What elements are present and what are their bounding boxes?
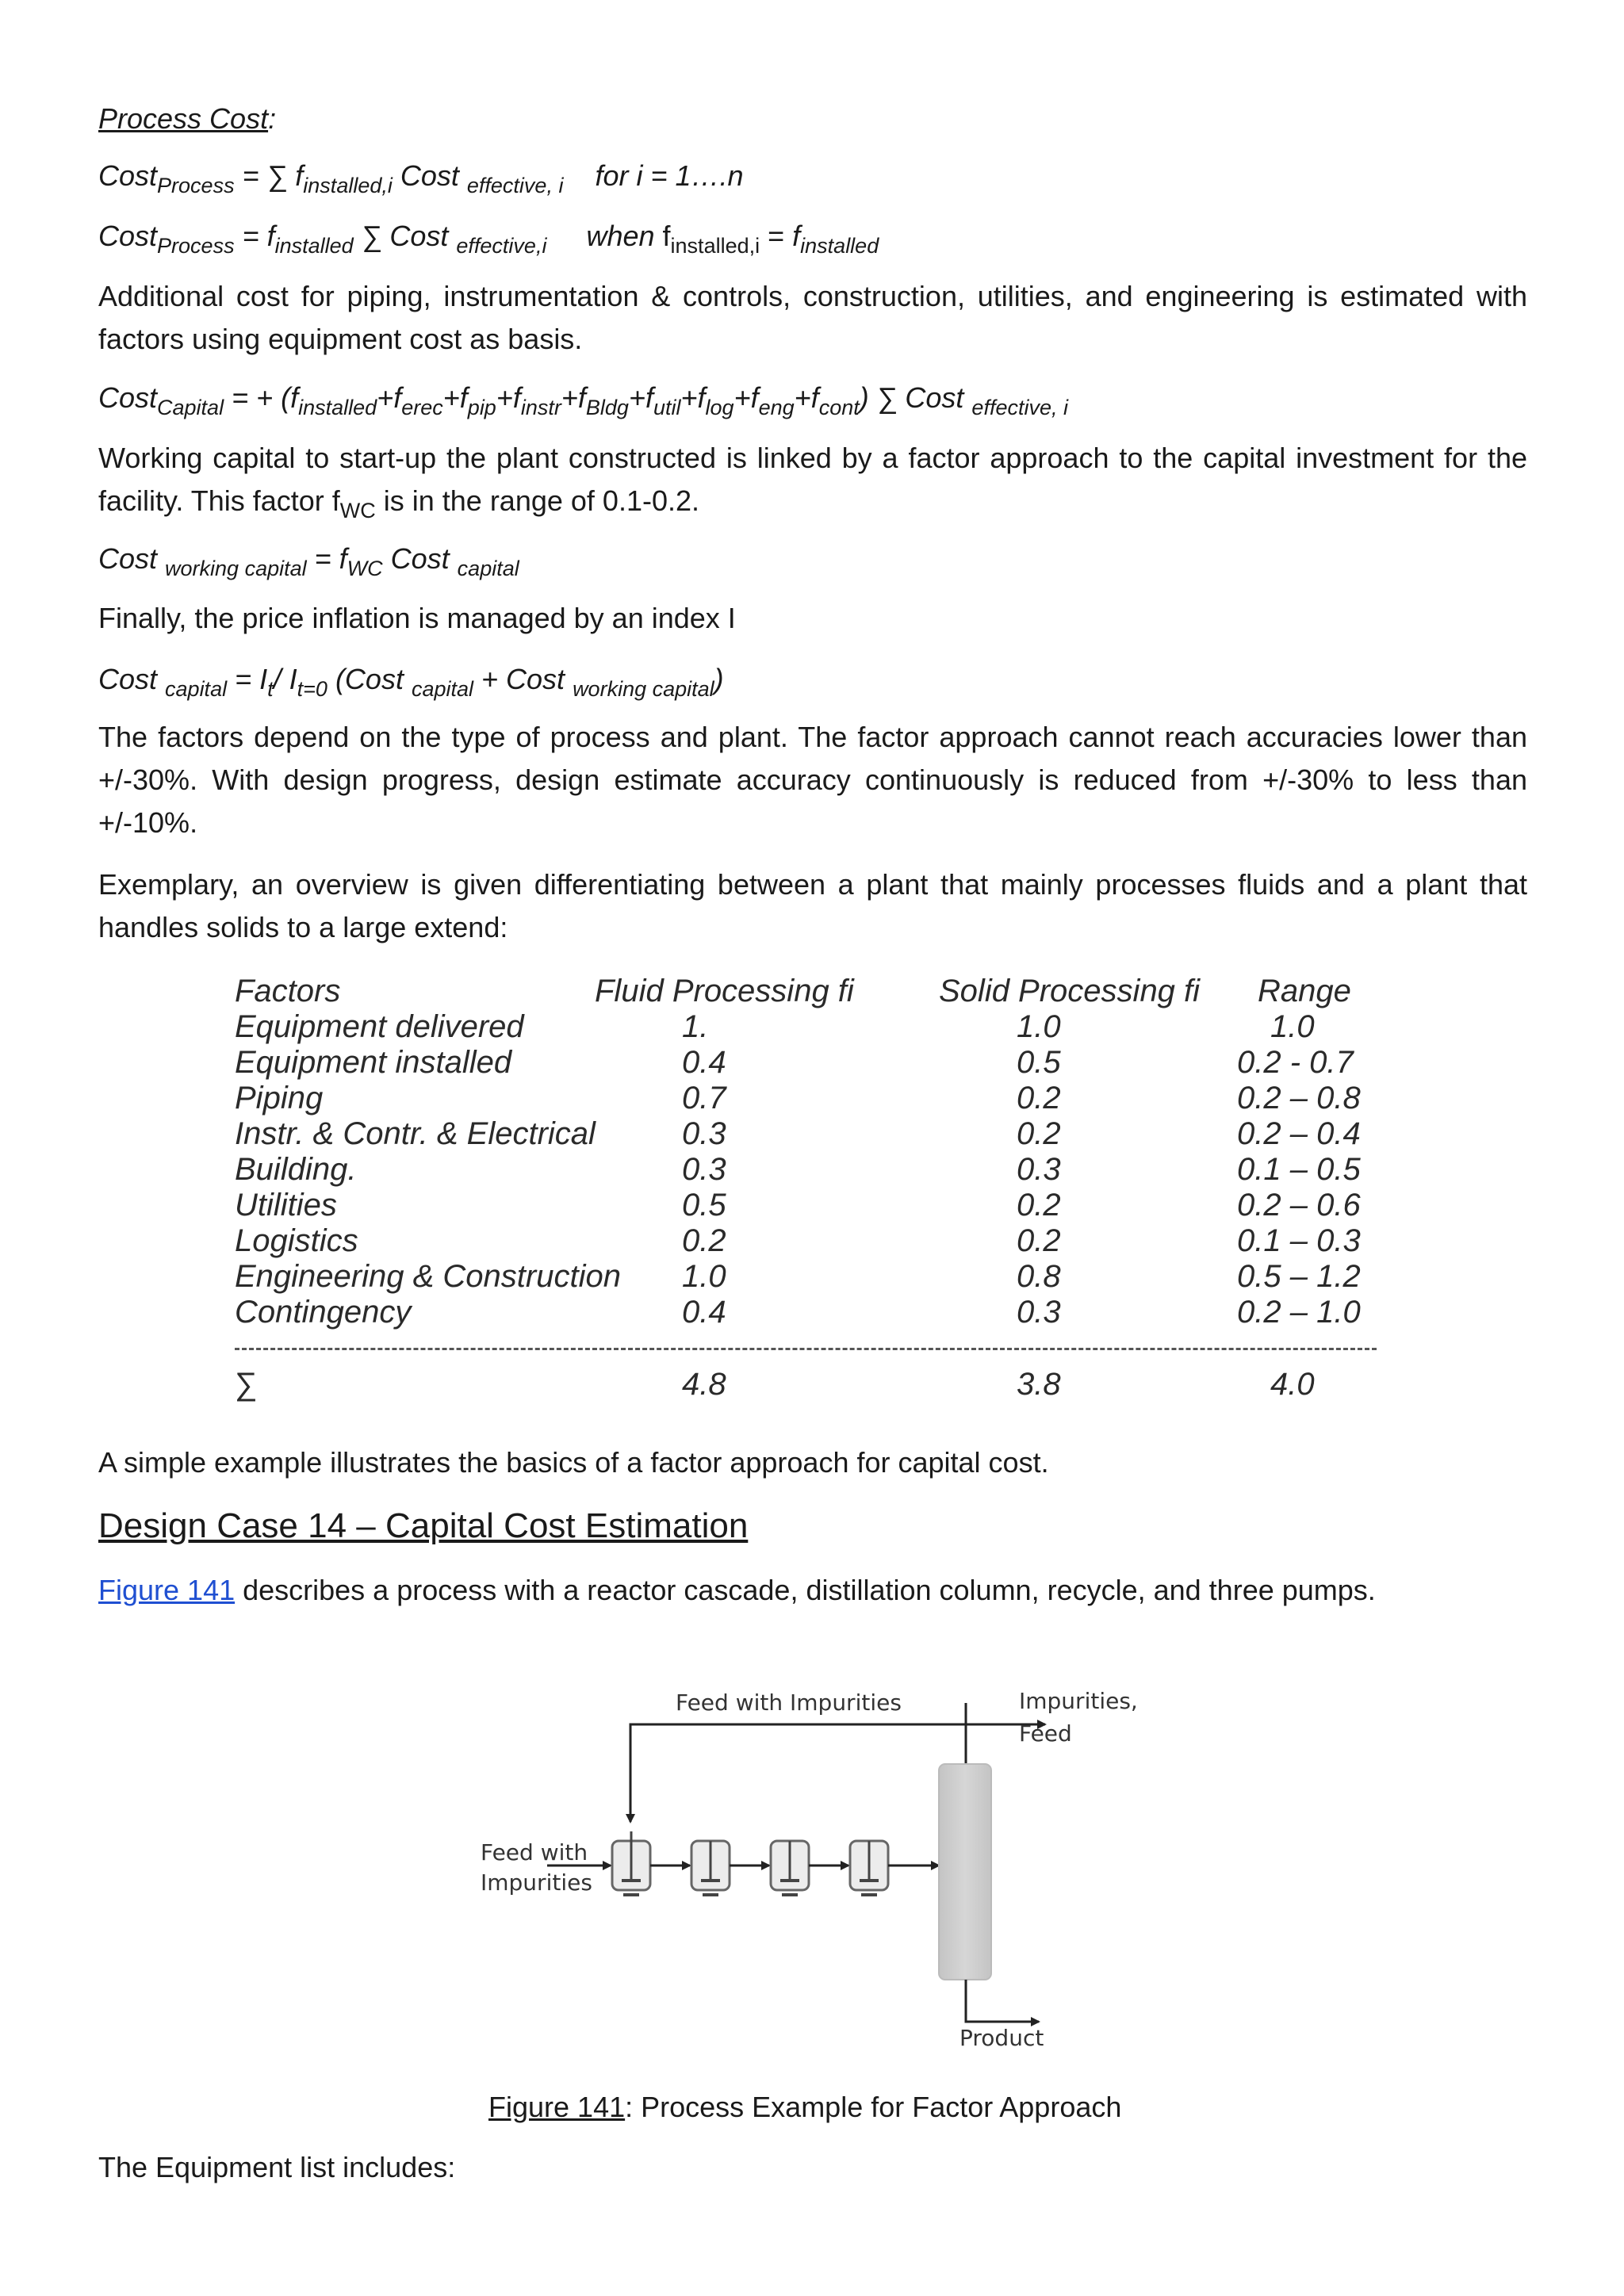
- equation-capital-cost: Cost$_{Capital}$ = + $(f_{installed}+f_{erec}+f_{pip}+f_{instr}+f_{Bldg}+f_{util}+f_{log}+f_{eng}+f_{cont})$ ∑ Cost $_{effective, i}$: [98, 381, 1068, 419]
- recycle-line: [630, 1724, 966, 1822]
- table-row: [230, 1223, 1388, 1258]
- fluid-value: 1.0: [682, 1259, 726, 1294]
- fluid-value: 0.4: [682, 1295, 726, 1330]
- header-factors: Factors: [235, 974, 341, 1008]
- paragraph-price-inflation: Finally, the price inflation is managed by an index I: [98, 602, 736, 634]
- range-value: 0.2 – 0.4: [1237, 1116, 1361, 1151]
- fluid-value: 0.3: [682, 1116, 726, 1151]
- factor-name: Engineering & Construction: [235, 1259, 621, 1294]
- reactor-1: [612, 1831, 650, 1895]
- label-feed-with: Feed with: [481, 1839, 588, 1866]
- figure-caption: Figure 141: Process Example for Factor Approach: [488, 2091, 1122, 2123]
- distillation-column: [939, 1764, 991, 1980]
- factor-name: Equipment installed: [235, 1045, 512, 1080]
- table-row: [230, 1259, 1388, 1294]
- figure-141-link[interactable]: Figure 141: [98, 1574, 236, 1606]
- table-separator: [235, 1348, 1377, 1350]
- table-row: [230, 1045, 1388, 1080]
- reactor-3: [771, 1841, 809, 1895]
- solid-sum: 3.8: [1017, 1367, 1061, 1402]
- fluid-sum: 4.8: [682, 1367, 726, 1402]
- paragraph-additional-cost: Additional cost for piping, instrumentation & controls, construction, utilities, and engineering is estimated with factors using equipment cost as basis.: [98, 280, 1527, 355]
- fluid-value: 0.7: [682, 1081, 726, 1115]
- fluid-value: 0.3: [682, 1152, 726, 1187]
- caption-figure-link[interactable]: Figure 141: [488, 2091, 626, 2123]
- factor-name: Contingency: [235, 1295, 412, 1330]
- range-value: 0.2 – 0.6: [1237, 1188, 1361, 1223]
- table-row: [230, 1295, 1388, 1330]
- factor-name: Equipment delivered: [235, 1009, 524, 1044]
- solid-value: 0.5: [1017, 1045, 1061, 1080]
- range-value: 0.1 – 0.5: [1237, 1152, 1361, 1187]
- label-product: Product: [959, 2025, 1044, 2051]
- solid-value: 0.3: [1017, 1152, 1061, 1187]
- table-row: [230, 1009, 1388, 1044]
- fluid-value: 0.4: [682, 1045, 726, 1080]
- factor-name: Building.: [235, 1152, 357, 1187]
- range-value: 0.5 – 1.2: [1237, 1259, 1361, 1294]
- equation-inflation-index: Cost $_{capital} = I_t/$ $I_{t=0}$ (Cost $_{capital}$ + Cost $_{working capital}$): [98, 663, 724, 701]
- reactor-4: [850, 1841, 888, 1895]
- paragraph-overview: Exemplary, an overview is given differentiating between a plant that mainly processes fluids and a plant that handles solids to a large extend:: [98, 868, 1527, 943]
- solid-value: 0.2: [1017, 1081, 1061, 1115]
- fluid-value: 0.5: [682, 1188, 726, 1223]
- reactor-cascade: [612, 1831, 888, 1895]
- range-value: 0.2 - 0.7: [1237, 1045, 1354, 1080]
- factor-name: Logistics: [235, 1223, 358, 1258]
- range-value: 0.2 – 1.0: [1237, 1295, 1361, 1330]
- reactor-2: [691, 1841, 730, 1895]
- factor-name: Piping: [235, 1081, 324, 1115]
- factor-table: [230, 974, 1388, 1418]
- solid-value: 1.0: [1017, 1009, 1061, 1044]
- process-flow-diagram: [460, 1673, 1174, 2069]
- factor-name: Instr. & Contr. & Electrical: [235, 1116, 596, 1151]
- paragraph-equipment-list: The Equipment list includes:: [98, 2151, 456, 2183]
- solid-value: 0.2: [1017, 1116, 1061, 1151]
- solid-value: 0.3: [1017, 1295, 1061, 1330]
- equation-process-cost-sum: Cost$_{Process}$ = ∑ $f_{installed,i}$ Cost $_{effective, i}$ for i = 1….n: [98, 159, 744, 197]
- header-solid-processing: Solid Processing fi: [939, 974, 1201, 1008]
- table-row: [230, 1116, 1388, 1151]
- product-outlet-arrow: [966, 1980, 1039, 2022]
- sum-symbol: ∑: [235, 1367, 258, 1402]
- fluid-value: 1.: [682, 1009, 709, 1044]
- process-cost-heading: Process Cost:: [98, 102, 277, 135]
- design-case-heading: Design Case 14 – Capital Cost Estimation: [98, 1506, 749, 1545]
- header-range: Range: [1258, 974, 1351, 1008]
- table-row: [230, 1152, 1388, 1187]
- label-feed-with-impurities-top: Feed with Impurities: [676, 1689, 902, 1716]
- label-impurities: Impurities,: [1019, 1688, 1138, 1714]
- header-fluid-processing: Fluid Processing fi: [595, 974, 854, 1008]
- table-row: [230, 1081, 1388, 1115]
- range-value: 0.2 – 0.8: [1237, 1081, 1361, 1115]
- paragraph-figure-description: Figure 141 describes a process with a reactor cascade, distillation column, recycle, and three pumps.: [98, 1574, 1376, 1606]
- table-row: [230, 1188, 1388, 1223]
- table-sum-row: [230, 1367, 1388, 1402]
- solid-value: 0.2: [1017, 1188, 1061, 1223]
- paragraph-simple-example: A simple example illustrates the basics of a factor approach for capital cost.: [98, 1446, 1049, 1479]
- solid-value: 0.8: [1017, 1259, 1061, 1294]
- paragraph-accuracy: The factors depend on the type of process and plant. The factor approach cannot reach accuracies lower than +/-30%. With design progress, design estimate accuracy continuously is reduced from +/-30% to less than +/-10%.: [98, 721, 1527, 839]
- fluid-value: 0.2: [682, 1223, 726, 1258]
- range-sum: 4.0: [1270, 1367, 1315, 1402]
- label-feed: Feed: [1019, 1720, 1072, 1747]
- paragraph-working-capital: Working capital to start-up the plant constructed is linked by a factor approach to the capital investment for the facility. This factor $f_{WC}$ is in the range of 0.1-0.2.: [98, 442, 1527, 522]
- solid-value: 0.2: [1017, 1223, 1061, 1258]
- range-value: 0.1 – 0.3: [1237, 1223, 1361, 1258]
- equation-working-capital: Cost $_{working capital} = f_{WC}$ Cost $_{capital}$: [98, 542, 519, 580]
- range-value: 1.0: [1270, 1009, 1315, 1044]
- label-impurities-left: Impurities: [481, 1869, 592, 1896]
- factor-name: Utilities: [235, 1188, 337, 1223]
- equation-process-cost-uniform: Cost$_{Process}$ = $f_{installed}$ ∑ Cost $_{effective,i}$ when $f_{installed,i} = f_{installed}$: [98, 220, 879, 258]
- table-header-row: [230, 974, 1388, 1008]
